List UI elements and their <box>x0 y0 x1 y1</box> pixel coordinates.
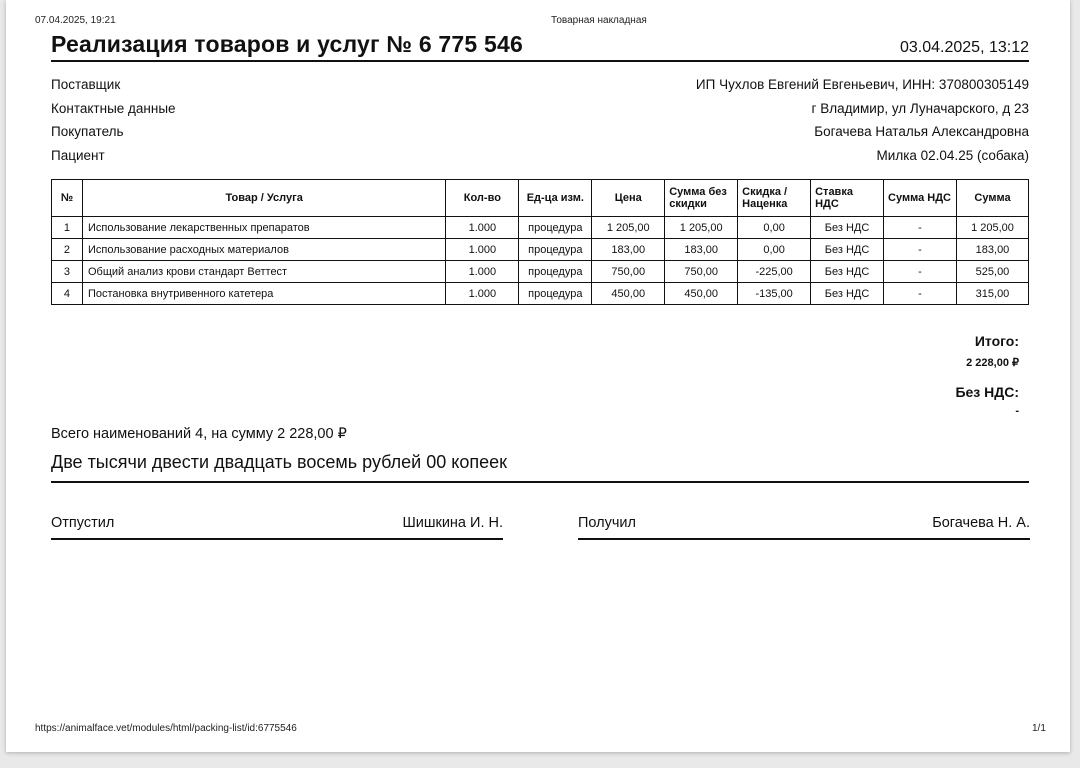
cell-price: 750,00 <box>592 261 665 283</box>
cell-item: Использование расходных материалов <box>82 239 445 261</box>
items-table <box>51 179 1029 305</box>
cell-sum-no-discount: 450,00 <box>665 283 738 305</box>
col-total: Сумма <box>956 180 1028 217</box>
document-title: Реализация товаров и услуг № 6 775 546 <box>51 31 523 57</box>
table-row <box>52 283 1029 305</box>
print-page-number: 1/1 <box>1032 723 1046 734</box>
info-value: Милка 02.04.25 (собака) <box>876 147 1029 163</box>
table-row <box>52 261 1029 283</box>
cell-discount: -225,00 <box>738 261 811 283</box>
cell-unit: процедура <box>519 261 592 283</box>
cell-price: 1 205,00 <box>592 217 665 239</box>
released-name: Шишкина И. Н. <box>402 515 503 531</box>
cell-qty: 1.000 <box>446 261 519 283</box>
cell-sum-no-discount: 750,00 <box>665 261 738 283</box>
info-value: Богачева Наталья Александровна <box>814 124 1029 139</box>
cell-num: 2 <box>52 239 83 261</box>
info-row-patient <box>51 147 1029 171</box>
cell-unit: процедура <box>519 239 592 261</box>
cell-vat-rate: Без НДС <box>811 261 884 283</box>
cell-sum-no-discount: 183,00 <box>665 239 738 261</box>
col-vat-rate: Ставка НДС <box>811 180 884 217</box>
cell-vat-rate: Без НДС <box>811 217 884 239</box>
print-url: https://animalface.vet/modules/html/packing-list/id:6775546 <box>35 723 297 734</box>
total-label: Итого: <box>974 333 1019 349</box>
cell-discount: -135,00 <box>738 283 811 305</box>
document-page <box>6 0 1070 752</box>
cell-item: Использование лекарственных препаратов <box>82 217 445 239</box>
cell-vat-rate: Без НДС <box>811 283 884 305</box>
total-value: 2 228,00 ₽ <box>966 357 1019 369</box>
cell-total: 525,00 <box>956 261 1028 283</box>
released-label: Отпустил <box>51 515 115 531</box>
col-item: Товар / Услуга <box>82 180 445 217</box>
vat-label: Без НДС: <box>955 384 1019 400</box>
info-label: Покупатель <box>51 124 124 139</box>
info-label: Пациент <box>51 147 105 163</box>
vat-value: - <box>1015 405 1019 417</box>
col-qty: Кол-во <box>446 180 519 217</box>
amount-in-words: Две тысячи двести двадцать восемь рублей 00 копеек <box>51 452 1029 483</box>
info-value: г Владимир, ул Луначарского, д 23 <box>811 100 1029 116</box>
cell-total: 315,00 <box>956 283 1028 305</box>
table-row <box>52 217 1029 239</box>
cell-unit: процедура <box>519 217 592 239</box>
info-row-buyer <box>51 123 1029 147</box>
info-row-supplier <box>51 76 1029 100</box>
col-num: № <box>52 180 83 217</box>
col-price: Цена <box>592 180 665 217</box>
cell-price: 183,00 <box>592 239 665 261</box>
received-label: Получил <box>578 515 636 531</box>
info-label: Контактные данные <box>51 100 176 116</box>
col-vat-sum: Сумма НДС <box>884 180 957 217</box>
cell-num: 1 <box>52 217 83 239</box>
cell-vat-rate: Без НДС <box>811 239 884 261</box>
cell-vat-sum: - <box>884 217 957 239</box>
cell-item: Постановка внутривенного катетера <box>82 283 445 305</box>
cell-num: 4 <box>52 283 83 305</box>
cell-qty: 1.000 <box>446 239 519 261</box>
col-sum-no-discount: Сумма без скидки <box>665 180 738 217</box>
table-header-row <box>52 180 1029 217</box>
cell-qty: 1.000 <box>446 283 519 305</box>
info-label: Поставщик <box>51 77 121 92</box>
cell-discount: 0,00 <box>738 217 811 239</box>
cell-total: 183,00 <box>956 239 1028 261</box>
col-unit: Ед-ца изм. <box>519 180 592 217</box>
table-row <box>52 239 1029 261</box>
cell-vat-sum: - <box>884 283 957 305</box>
signature-released <box>51 515 503 540</box>
received-name: Богачева Н. А. <box>932 515 1030 531</box>
cell-item: Общий анализ крови стандарт Веттест <box>82 261 445 283</box>
info-value: ИП Чухлов Евгений Евгеньевич, ИНН: 370800305149 <box>695 77 1029 92</box>
cell-sum-no-discount: 1 205,00 <box>665 217 738 239</box>
document-date: 03.04.2025, 13:12 <box>899 39 1029 56</box>
cell-vat-sum: - <box>884 261 957 283</box>
info-block <box>51 76 1029 170</box>
info-row-contacts <box>51 100 1029 124</box>
cell-unit: процедура <box>519 283 592 305</box>
cell-price: 450,00 <box>592 283 665 305</box>
cell-total: 1 205,00 <box>956 217 1028 239</box>
cell-qty: 1.000 <box>446 217 519 239</box>
cell-discount: 0,00 <box>738 239 811 261</box>
cell-num: 3 <box>52 261 83 283</box>
col-discount: Скидка / Наценка <box>738 180 811 217</box>
cell-vat-sum: - <box>884 239 957 261</box>
print-datetime: 07.04.2025, 19:21 <box>35 15 116 26</box>
print-title: Товарная накладная <box>551 15 647 26</box>
summary-line: Всего наименований 4, на сумму 2 228,00 ₽ <box>51 426 347 442</box>
document-header <box>51 31 1029 62</box>
signature-received <box>578 515 1030 540</box>
